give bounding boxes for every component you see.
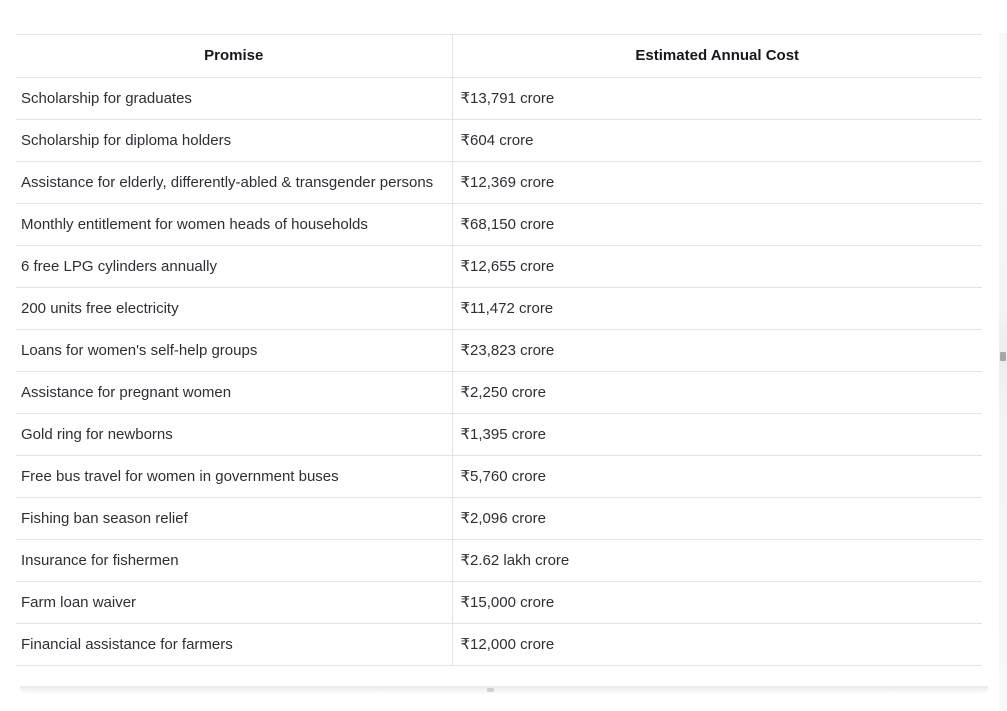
bottom-edge-shadow — [20, 686, 988, 695]
promise-cell: 6 free LPG cylinders annually — [16, 246, 452, 288]
table-row — [16, 330, 982, 372]
promise-cell: Assistance for elderly, differently-abled & transgender persons — [16, 162, 452, 204]
page-edge-shadow — [999, 33, 1007, 711]
table-row — [16, 246, 982, 288]
column-header-cost: Estimated Annual Cost — [452, 35, 982, 78]
promise-cell: Scholarship for diploma holders — [16, 120, 452, 162]
cost-cell: ₹2.62 lakh crore — [452, 540, 982, 582]
promise-cell: Financial assistance for farmers — [16, 624, 452, 666]
cost-cell: ₹12,655 crore — [452, 246, 982, 288]
resize-handle-right-icon[interactable] — [1000, 352, 1006, 361]
promise-cell: Scholarship for graduates — [16, 78, 452, 120]
cost-cell: ₹2,250 crore — [452, 372, 982, 414]
promise-cell: Farm loan waiver — [16, 582, 452, 624]
column-header-promise: Promise — [16, 35, 452, 78]
table-row — [16, 498, 982, 540]
promise-cell: Assistance for pregnant women — [16, 372, 452, 414]
cost-cell: ₹15,000 crore — [452, 582, 982, 624]
cost-cell: ₹12,000 crore — [452, 624, 982, 666]
cost-cell: ₹1,395 crore — [452, 414, 982, 456]
table-row — [16, 582, 982, 624]
table-row — [16, 456, 982, 498]
resize-handle-bottom-icon[interactable] — [487, 688, 494, 692]
promise-cell: Gold ring for newborns — [16, 414, 452, 456]
cost-cell: ₹13,791 crore — [452, 78, 982, 120]
promise-cell: Free bus travel for women in government buses — [16, 456, 452, 498]
promise-cell: Fishing ban season relief — [16, 498, 452, 540]
cost-cell: ₹68,150 crore — [452, 204, 982, 246]
table-row — [16, 78, 982, 120]
promises-cost-table — [16, 34, 982, 666]
cost-cell: ₹5,760 crore — [452, 456, 982, 498]
cost-cell: ₹23,823 crore — [452, 330, 982, 372]
promise-cell: 200 units free electricity — [16, 288, 452, 330]
cost-cell: ₹604 crore — [452, 120, 982, 162]
cost-cell: ₹11,472 crore — [452, 288, 982, 330]
table-row — [16, 624, 982, 666]
table-row — [16, 162, 982, 204]
cost-cell: ₹12,369 crore — [452, 162, 982, 204]
promise-cell: Insurance for fishermen — [16, 540, 452, 582]
table-row — [16, 204, 982, 246]
table-row — [16, 372, 982, 414]
table-row — [16, 414, 982, 456]
cost-cell: ₹2,096 crore — [452, 498, 982, 540]
promise-cell: Monthly entitlement for women heads of households — [16, 204, 452, 246]
promise-cell: Loans for women's self-help groups — [16, 330, 452, 372]
header-row — [16, 35, 982, 78]
table-row — [16, 288, 982, 330]
table-row — [16, 540, 982, 582]
table-row — [16, 120, 982, 162]
